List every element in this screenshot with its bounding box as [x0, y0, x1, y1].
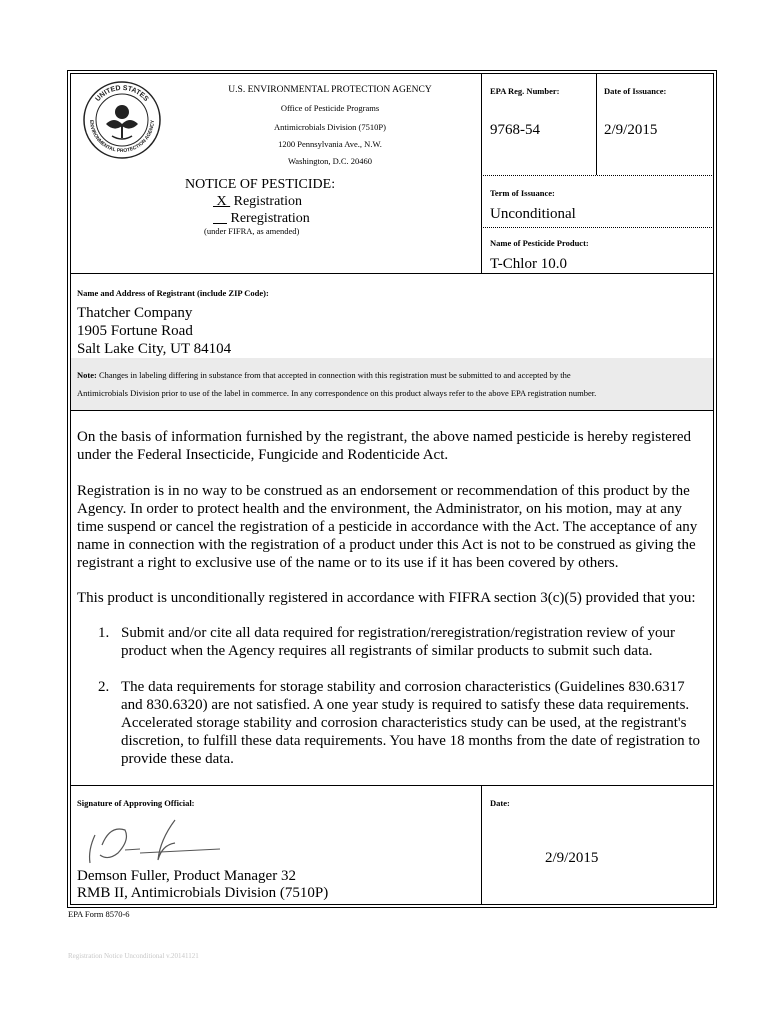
seal-text-top: UNITED STATES [94, 84, 150, 103]
date-issuance-value: 2/9/2015 [604, 122, 658, 138]
registrant-city: Salt Lake City, UT 84104 [77, 341, 232, 357]
note-line-1 [77, 370, 707, 380]
notice-registration: X Registration [213, 194, 303, 209]
row-divider-3 [70, 273, 714, 274]
date-label: Date: [490, 798, 510, 808]
office-name: Office of Pesticide Programs [280, 103, 380, 113]
body-paragraph-2: Registration is in no way to be construed as an endorsement or recommendation of this product by the Agency. In order to protect health and the environment, the Administrator, on his motion, may at any time suspend or cancel the registration of a pesticide in accordance with the Act. The acceptance of any name in connection with the registration of a product under this Act is not to be construed as giving the registrant a right to exclusive use of the name or to its use if it has been covered by others. [77, 483, 698, 571]
watermark-text: Registration Notice Unconditional v.20141121 [68, 952, 199, 960]
term-value: Unconditional [490, 206, 576, 222]
col-divider [481, 73, 482, 273]
registrant-street: 1905 Fortune Road [77, 323, 193, 339]
form-number: EPA Form 8570-6 [68, 909, 130, 919]
list-item-1: Submit and/or cite all data required for registration/reregistration/registration review of your product when the Agency requires all registrants of similar products to submit such data. [121, 625, 675, 659]
reg-number-label: EPA Reg. Number: [490, 86, 560, 96]
signature-image [80, 815, 230, 870]
notice-under: (under FIFRA, as amended) [204, 226, 300, 236]
signature-date: 2/9/2015 [545, 850, 599, 866]
epa-seal-logo [82, 80, 162, 160]
list-number-2: 2. [98, 679, 110, 695]
row-divider-1 [481, 175, 714, 176]
signer-name: Demson Fuller, Product Manager 32 [77, 868, 296, 884]
notice-title: NOTICE OF PESTICIDE: [185, 177, 336, 192]
row-divider-6 [70, 785, 714, 786]
division-name: Antimicrobials Division (7510P) [274, 122, 386, 132]
signature-label: Signature of Approving Official: [77, 798, 195, 808]
product-label: Name of Pesticide Product: [490, 238, 589, 248]
notice-reregistration: Reregistration [227, 211, 310, 226]
street-address: 1200 Pennsylvania Ave., N.W. [278, 139, 382, 149]
agency-name: U.S. ENVIRONMENTAL PROTECTION AGENCY [228, 85, 432, 95]
city-address: Washington, D.C. 20460 [287, 156, 373, 166]
list-number-1: 1. [98, 625, 110, 641]
note-text-2: Antimicrobials Division prior to use of the label in commerce. In any correspondence on this product always refer to the above EPA registration number. [77, 388, 597, 398]
list-item-2: The data requirements for storage stability and corrosion characteristics (Guidelines 830.6317 and 830.6320) are not satisfied. A one year study is required to satisfy these data requirements. Accelerated storage stability and corrosion characteristics study can be used, at the registrant's discretion, to fulfill these data requirements. You have 18 months from the date of registration to provide these data. [121, 679, 701, 767]
note-background [71, 358, 713, 410]
body-paragraph-1: On the basis of information furnished by the registrant, the above named pesticide is hereby registered under the Federal Insecticide, Fungicide and Rodenticide Act. [77, 429, 691, 463]
row-divider-2 [481, 227, 714, 228]
registrant-label: Name and Address of Registrant (include ZIP Code): [77, 288, 269, 298]
row-divider-5 [70, 410, 714, 411]
seal-text-bottom: ENVIRONMENTAL PROTECTION AGENCY [87, 119, 157, 155]
date-divider [596, 73, 597, 175]
note-text-1: Changes in labeling differing in substance from that accepted in connection with this registration must be submitted to and accepted by the [98, 370, 571, 380]
signature-divider [481, 785, 482, 905]
registrant-name: Thatcher Company [77, 305, 193, 321]
signer-title: RMB II, Antimicrobials Division (7510P) [77, 885, 329, 901]
product-value: T-Chlor 10.0 [490, 256, 567, 272]
body-paragraph-3: This product is unconditionally registered in accordance with FIFRA section 3(c)(5) provided that you: [77, 590, 696, 606]
term-label: Term of Issuance: [490, 188, 555, 198]
note-label: Note: [77, 370, 97, 380]
reg-number-value: 9768-54 [490, 122, 540, 138]
date-issuance-label: Date of Issuance: [604, 86, 667, 96]
